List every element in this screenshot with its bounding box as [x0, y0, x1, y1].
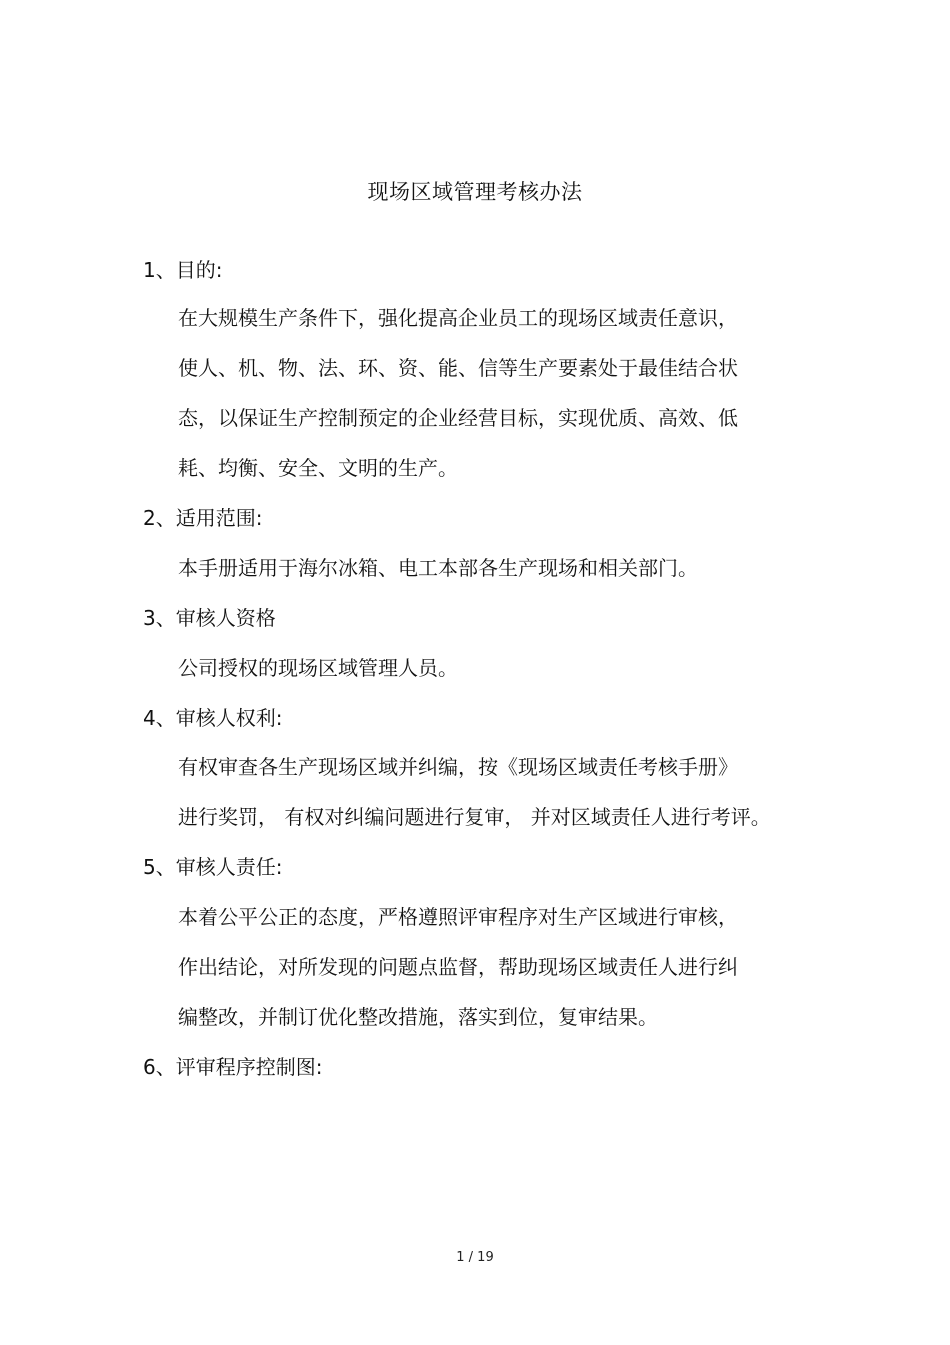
paragraph-line: 耗、均衡、安全、文明的生产。 [178, 456, 458, 480]
section-heading-scope: 2、适用范围: [143, 506, 263, 530]
paragraph-line: 在大规模生产条件下，强化提高企业员工的现场区域责任意识， [178, 306, 738, 330]
paragraph-line: 使人、机、物、法、环、资、能、信等生产要素处于最佳结合状 [178, 356, 738, 380]
paragraph-line: 态，以保证生产控制预定的企业经营目标，实现优质、高效、低 [178, 406, 738, 430]
section-heading-auditor-qualification: 3、审核人资格 [143, 606, 276, 630]
section-heading-auditor-rights: 4、审核人权利: [143, 706, 283, 730]
paragraph-line: 作出结论，对所发现的问题点监督，帮助现场区域责任人进行纠 [178, 955, 738, 979]
section-heading-review-flowchart: 6、评审程序控制图: [143, 1055, 323, 1079]
page-number: 1 / 19 [456, 1250, 494, 1265]
paragraph-line: 进行奖罚， 有权对纠编问题进行复审， 并对区域责任人进行考评。 [178, 805, 771, 829]
paragraph-line: 有权审查各生产现场区域并纠编，按《现场区域责任考核手册》 [178, 755, 738, 779]
paragraph-line: 本手册适用于海尔冰箱、电工本部各生产现场和相关部门。 [178, 556, 698, 580]
paragraph-line: 本着公平公正的态度，严格遵照评审程序对生产区域进行审核， [178, 905, 738, 929]
paragraph-line: 公司授权的现场区域管理人员。 [178, 656, 458, 680]
section-heading-purpose: 1、目的: [143, 258, 223, 282]
document-title: 现场区域管理考核办法 [367, 180, 583, 204]
paragraph-line: 编整改，并制订优化整改措施，落实到位，复审结果。 [178, 1005, 658, 1029]
section-heading-auditor-responsibility: 5、审核人责任: [143, 855, 283, 879]
